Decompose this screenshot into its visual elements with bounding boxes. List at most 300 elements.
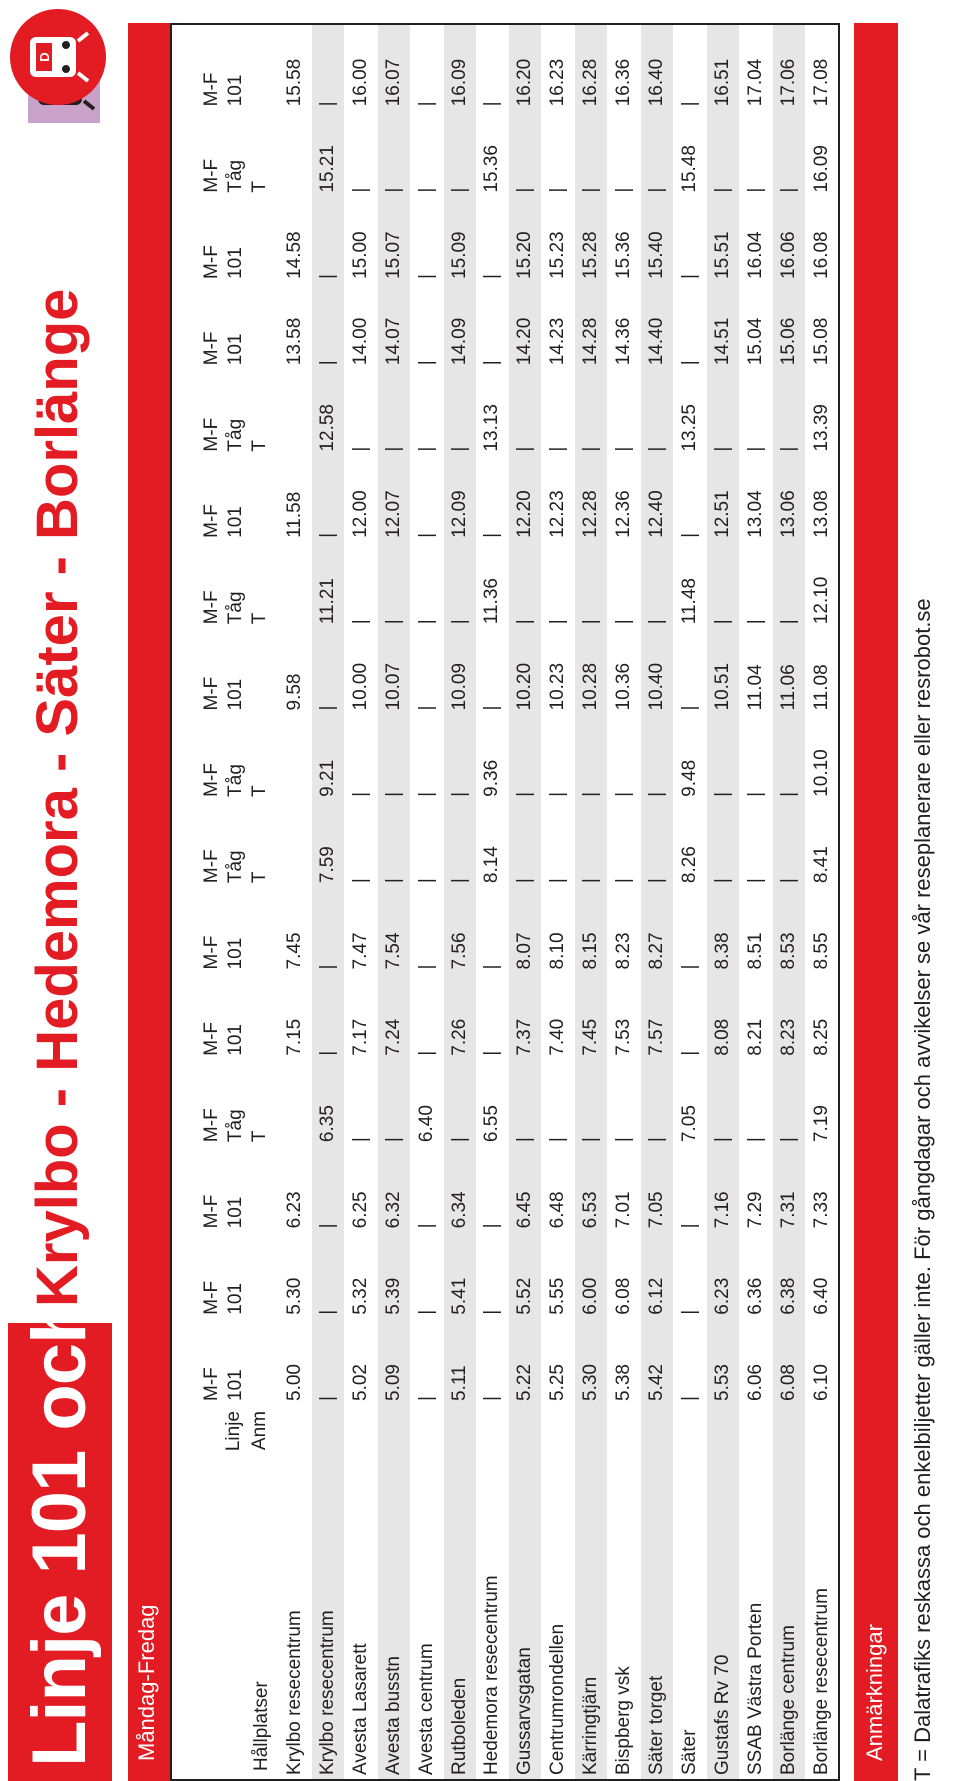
time-cell <box>279 715 312 801</box>
stop-name: Säter <box>674 1405 707 1780</box>
time-cell: | <box>311 1146 344 1232</box>
time-cell: 7.59 <box>311 801 344 887</box>
time-cell: 8.08 <box>706 973 739 1059</box>
time-cell: | <box>410 973 443 1059</box>
time-cell: 8.26 <box>674 801 707 887</box>
time-cell: | <box>311 973 344 1059</box>
column-header <box>171 456 279 542</box>
time-cell: | <box>476 1232 509 1318</box>
time-cell: 7.57 <box>641 973 674 1059</box>
time-cell: 15.51 <box>706 197 739 283</box>
time-cell: | <box>509 1060 542 1146</box>
stop-name: Krylbo resecentrum <box>311 1405 344 1780</box>
time-cell: 8.23 <box>772 973 805 1059</box>
time-cell: 15.20 <box>509 197 542 283</box>
stop-name: Avesta centrum <box>410 1405 443 1780</box>
column-header-line: 101 <box>225 937 246 970</box>
column-header-anm <box>248 1146 272 1228</box>
time-cell: 14.09 <box>443 283 476 369</box>
time-cell: 15.21 <box>311 110 344 196</box>
column-header <box>171 887 279 973</box>
time-cell: | <box>772 542 805 628</box>
time-cell: 8.25 <box>805 973 839 1059</box>
time-cell: | <box>641 542 674 628</box>
page-title: Linje 101 och Tåg <box>17 1146 102 1767</box>
time-cell: 6.34 <box>443 1146 476 1232</box>
time-cell: 5.09 <box>377 1319 410 1405</box>
time-cell: 14.28 <box>575 283 608 369</box>
stop-name: Avesta busstn <box>377 1405 410 1780</box>
stop-name: Avesta Lasarett <box>344 1405 377 1780</box>
column-header-days: M-F <box>201 1021 222 1056</box>
time-cell: | <box>706 542 739 628</box>
column-header-days: M-F <box>201 245 222 279</box>
column-header-days: M-F <box>201 504 222 538</box>
time-cell: | <box>772 801 805 887</box>
time-cell: 14.23 <box>542 283 575 369</box>
time-cell: | <box>410 715 443 801</box>
time-cell: 15.48 <box>674 110 707 196</box>
column-header-anm <box>248 1319 272 1401</box>
time-cell: | <box>410 283 443 369</box>
time-cell: | <box>739 369 772 455</box>
time-cell: | <box>739 542 772 628</box>
time-cell: | <box>509 542 542 628</box>
time-cell: | <box>443 715 476 801</box>
column-header-anm <box>248 1232 272 1314</box>
time-cell: 7.17 <box>344 973 377 1059</box>
time-cell: 14.51 <box>706 283 739 369</box>
column-header-anm: T <box>249 439 270 452</box>
time-cell: 15.28 <box>575 197 608 283</box>
column-header <box>171 715 279 801</box>
time-cell: 8.27 <box>641 887 674 973</box>
days-label: Måndag-Fredag <box>134 1604 159 1761</box>
time-cell: 5.00 <box>279 1319 312 1405</box>
time-cell: 7.56 <box>443 887 476 973</box>
table-row <box>443 24 476 1780</box>
time-cell: 5.55 <box>542 1232 575 1318</box>
time-cell: | <box>542 715 575 801</box>
stop-name: Kärringtjärn <box>575 1405 608 1780</box>
days-banner <box>128 23 170 1781</box>
column-header-days: M-F <box>201 1194 222 1229</box>
time-cell: 5.02 <box>344 1319 377 1405</box>
time-cell: 13.58 <box>279 283 312 369</box>
column-header-anm: T <box>249 181 270 193</box>
time-cell: | <box>410 542 443 628</box>
stop-name: Bispberg vsk <box>608 1405 641 1780</box>
column-header-line: Tåg <box>225 418 246 452</box>
time-cell: 5.39 <box>377 1232 410 1318</box>
time-cell: | <box>410 110 443 196</box>
time-cell: | <box>542 1060 575 1146</box>
time-cell <box>279 1060 312 1146</box>
time-cell: | <box>772 1060 805 1146</box>
time-cell: 9.36 <box>476 715 509 801</box>
table-row <box>410 24 443 1780</box>
time-cell: | <box>772 110 805 196</box>
time-cell: 15.40 <box>641 197 674 283</box>
time-cell: 11.36 <box>476 542 509 628</box>
column-header-days: M-F <box>201 849 222 884</box>
time-cell: | <box>674 887 707 973</box>
time-cell: | <box>641 715 674 801</box>
time-cell: | <box>739 1060 772 1146</box>
time-cell: | <box>410 1232 443 1318</box>
time-cell: | <box>443 801 476 887</box>
time-cell: 12.40 <box>641 456 674 542</box>
time-cell: 7.01 <box>608 1146 641 1232</box>
time-cell: 12.36 <box>608 456 641 542</box>
stop-name: Centrumrondellen <box>542 1405 575 1780</box>
time-cell: 13.25 <box>674 369 707 455</box>
time-cell: 6.08 <box>772 1319 805 1405</box>
time-cell: 5.11 <box>443 1319 476 1405</box>
stop-name: Gustafs Rv 70 <box>706 1405 739 1780</box>
time-cell: 16.20 <box>509 24 542 110</box>
column-header-days: M-F <box>201 331 222 366</box>
time-cell: 7.26 <box>443 973 476 1059</box>
time-cell: | <box>344 369 377 455</box>
column-header <box>171 1146 279 1232</box>
time-cell: 12.20 <box>509 456 542 542</box>
time-cell: | <box>311 283 344 369</box>
time-cell: 16.07 <box>377 24 410 110</box>
time-cell: 6.08 <box>608 1232 641 1318</box>
time-cell: | <box>344 715 377 801</box>
column-header-line: 101 <box>225 1369 246 1401</box>
time-cell <box>279 542 312 628</box>
time-cell <box>279 801 312 887</box>
time-cell: 10.40 <box>641 628 674 714</box>
column-header-line: 101 <box>225 1282 246 1315</box>
time-cell: 14.00 <box>344 283 377 369</box>
time-cell: 11.08 <box>805 628 839 714</box>
time-cell: 8.53 <box>772 887 805 973</box>
time-cell: 8.21 <box>739 973 772 1059</box>
time-cell: | <box>476 1319 509 1405</box>
time-cell: 13.39 <box>805 369 839 455</box>
stop-name: SSAB Västra Porten <box>739 1405 772 1780</box>
time-cell: 11.48 <box>674 542 707 628</box>
stop-name: Hedemora resecentrum <box>476 1405 509 1780</box>
time-cell: 10.36 <box>608 628 641 714</box>
time-cell: 6.25 <box>344 1146 377 1232</box>
table-row <box>575 24 608 1780</box>
column-header-anm: T <box>249 871 270 884</box>
time-cell: 13.06 <box>772 456 805 542</box>
column-header <box>171 197 279 283</box>
table-row <box>476 24 509 1780</box>
time-cell: 17.06 <box>772 24 805 110</box>
table-row <box>377 24 410 1780</box>
column-header <box>171 1232 279 1318</box>
time-cell: 6.32 <box>377 1146 410 1232</box>
time-cell: | <box>377 801 410 887</box>
time-cell: | <box>311 1232 344 1318</box>
time-cell: | <box>311 1319 344 1405</box>
time-cell: 6.48 <box>542 1146 575 1232</box>
time-cell: 16.23 <box>542 24 575 110</box>
time-cell: 10.28 <box>575 628 608 714</box>
route-title: Krylbo - Hedemora - Säter - Borlänge <box>25 288 90 1307</box>
badge-icon-letter: D <box>37 52 52 62</box>
table-row <box>279 24 312 1780</box>
time-cell: | <box>608 715 641 801</box>
column-header-days: M-F <box>201 1367 222 1401</box>
table-row <box>608 24 641 1780</box>
remarks-banner <box>854 23 898 1781</box>
column-header <box>171 1319 279 1405</box>
table-row <box>772 24 805 1780</box>
time-cell: 15.07 <box>377 197 410 283</box>
time-cell: 6.10 <box>805 1319 839 1405</box>
stop-name: Borlänge centrum <box>772 1405 805 1780</box>
column-header-anm: T <box>249 1130 270 1143</box>
column-header <box>171 369 279 455</box>
time-cell: 5.22 <box>509 1319 542 1405</box>
time-cell: 11.06 <box>772 628 805 714</box>
time-cell <box>279 110 312 196</box>
time-cell: 7.45 <box>279 887 312 973</box>
time-cell: 7.47 <box>344 887 377 973</box>
time-cell: | <box>344 110 377 196</box>
column-header-anm <box>248 887 272 969</box>
time-cell: 6.40 <box>410 1060 443 1146</box>
time-cell: | <box>443 110 476 196</box>
time-cell: 12.00 <box>344 456 377 542</box>
time-cell: 15.06 <box>772 283 805 369</box>
column-header-anm <box>248 628 272 710</box>
table-row <box>739 24 772 1780</box>
time-cell: 5.30 <box>279 1232 312 1318</box>
time-cell: 15.00 <box>344 197 377 283</box>
time-cell: | <box>608 542 641 628</box>
time-cell: 6.12 <box>641 1232 674 1318</box>
column-header-line: 101 <box>225 333 246 366</box>
time-cell: 12.10 <box>805 542 839 628</box>
time-cell: | <box>706 1060 739 1146</box>
time-cell: 14.20 <box>509 283 542 369</box>
time-cell: 8.38 <box>706 887 739 973</box>
time-cell: 6.55 <box>476 1060 509 1146</box>
column-header <box>171 801 279 887</box>
table-row <box>344 24 377 1780</box>
time-cell: | <box>575 801 608 887</box>
time-cell: | <box>410 369 443 455</box>
time-cell: | <box>542 542 575 628</box>
time-cell: 12.23 <box>542 456 575 542</box>
time-cell: | <box>443 369 476 455</box>
time-cell: | <box>772 715 805 801</box>
time-cell: | <box>377 110 410 196</box>
column-header-line: 101 <box>225 247 246 279</box>
time-cell: 13.04 <box>739 456 772 542</box>
time-cell: 6.23 <box>706 1232 739 1318</box>
time-cell: 12.58 <box>311 369 344 455</box>
time-cell: 7.53 <box>608 973 641 1059</box>
time-cell: 8.14 <box>476 801 509 887</box>
time-cell: 6.23 <box>279 1146 312 1232</box>
time-cell: 16.40 <box>641 24 674 110</box>
time-cell: 16.00 <box>344 24 377 110</box>
time-cell: 8.51 <box>739 887 772 973</box>
time-cell: 11.58 <box>279 456 312 542</box>
stop-name: Borlänge resecentrum <box>805 1405 839 1780</box>
title-banner <box>8 1146 112 1781</box>
time-cell: 6.45 <box>509 1146 542 1232</box>
column-header-line: Tåg <box>225 591 246 625</box>
time-cell: | <box>410 197 443 283</box>
time-cell: | <box>410 456 443 542</box>
time-cell: 8.23 <box>608 887 641 973</box>
time-cell: 7.45 <box>575 973 608 1059</box>
column-header-days: M-F <box>201 158 222 193</box>
time-cell: | <box>674 197 707 283</box>
time-cell: | <box>706 369 739 455</box>
time-cell: 16.28 <box>575 24 608 110</box>
time-cell: 7.15 <box>279 973 312 1059</box>
time-cell: 16.04 <box>739 197 772 283</box>
time-cell: 13.13 <box>476 369 509 455</box>
time-cell: 8.15 <box>575 887 608 973</box>
column-header-days: M-F <box>201 763 222 797</box>
time-cell: | <box>674 973 707 1059</box>
time-cell: | <box>410 887 443 973</box>
column-header-anm: T <box>249 612 270 625</box>
time-cell: 17.08 <box>805 24 839 110</box>
time-cell: | <box>311 197 344 283</box>
table-row <box>706 24 739 1780</box>
time-cell: 6.40 <box>805 1232 839 1318</box>
remarks-label: Anmärkningar <box>862 1624 887 1761</box>
footnote: T = Dalatrafiks reskassa och enkelbiljetter gäller inte. För gångdagar och avvikelser se vår reseplanerare eller resrobot.se <box>910 598 935 1781</box>
linje-label: Linje <box>223 1411 244 1452</box>
time-cell: 16.08 <box>805 197 839 283</box>
column-header-line: 101 <box>225 1196 246 1229</box>
time-cell: | <box>641 110 674 196</box>
time-cell: 14.58 <box>279 197 312 283</box>
column-header <box>171 24 279 110</box>
time-cell: 6.00 <box>575 1232 608 1318</box>
time-cell: 8.10 <box>542 887 575 973</box>
table-row <box>641 24 674 1780</box>
time-cell: 15.23 <box>542 197 575 283</box>
time-cell: | <box>674 628 707 714</box>
time-cell: | <box>476 197 509 283</box>
time-cell: | <box>575 369 608 455</box>
time-cell: 17.04 <box>739 24 772 110</box>
time-cell: 6.38 <box>772 1232 805 1318</box>
time-cell: | <box>608 369 641 455</box>
time-cell: 12.07 <box>377 456 410 542</box>
column-header <box>171 542 279 628</box>
column-header-line: 101 <box>225 1024 246 1056</box>
table-row <box>674 24 707 1780</box>
time-cell: | <box>509 110 542 196</box>
time-cell: | <box>509 715 542 801</box>
timetable <box>170 23 840 1781</box>
time-cell: | <box>410 24 443 110</box>
time-cell: 15.36 <box>476 110 509 196</box>
time-cell: 7.05 <box>641 1146 674 1232</box>
time-cell: 14.40 <box>641 283 674 369</box>
time-cell: | <box>377 715 410 801</box>
time-cell: 12.09 <box>443 456 476 542</box>
time-cell: | <box>542 110 575 196</box>
time-cell: 10.09 <box>443 628 476 714</box>
time-cell: 9.21 <box>311 715 344 801</box>
time-cell: | <box>575 542 608 628</box>
time-cell: 5.38 <box>608 1319 641 1405</box>
stop-name: Säter torget <box>641 1405 674 1780</box>
time-cell: 16.09 <box>443 24 476 110</box>
time-cell: | <box>706 801 739 887</box>
time-cell: | <box>476 1146 509 1232</box>
time-cell: 8.07 <box>509 887 542 973</box>
time-cell: | <box>410 1146 443 1232</box>
time-cell: | <box>674 1232 707 1318</box>
column-header-days: M-F <box>201 1280 222 1315</box>
column-header-days: M-F <box>201 590 222 625</box>
time-cell: | <box>739 110 772 196</box>
time-cell: 12.28 <box>575 456 608 542</box>
time-cell: | <box>311 456 344 542</box>
time-cell: | <box>575 110 608 196</box>
time-cell: | <box>674 24 707 110</box>
time-cell: 5.52 <box>509 1232 542 1318</box>
time-cell: | <box>674 456 707 542</box>
time-cell: 16.51 <box>706 24 739 110</box>
time-cell: | <box>476 628 509 714</box>
time-cell: 14.36 <box>608 283 641 369</box>
time-cell: | <box>344 542 377 628</box>
column-header <box>171 973 279 1059</box>
time-cell: | <box>641 1060 674 1146</box>
time-cell: 11.04 <box>739 628 772 714</box>
time-cell: | <box>674 283 707 369</box>
time-cell: 9.48 <box>674 715 707 801</box>
stop-header-cell <box>171 1405 279 1780</box>
time-cell: | <box>772 369 805 455</box>
time-cell: | <box>739 801 772 887</box>
time-cell: | <box>575 1060 608 1146</box>
anm-label: Anm <box>249 1411 270 1451</box>
time-cell: | <box>410 628 443 714</box>
table-row <box>542 24 575 1780</box>
time-cell: | <box>641 369 674 455</box>
time-cell: | <box>377 1060 410 1146</box>
stop-header: Hållplatser <box>251 1681 272 1771</box>
time-cell: | <box>476 283 509 369</box>
time-cell: 5.41 <box>443 1232 476 1318</box>
column-header-line: Tåg <box>225 1109 246 1143</box>
table-row <box>805 24 839 1780</box>
time-cell: 16.06 <box>772 197 805 283</box>
time-cell: 7.05 <box>674 1060 707 1146</box>
time-cell: | <box>344 801 377 887</box>
time-cell: 5.32 <box>344 1232 377 1318</box>
time-cell: 7.31 <box>772 1146 805 1232</box>
stop-name: Rutboleden <box>443 1405 476 1780</box>
column-header-line: 101 <box>225 506 246 538</box>
column-header-days: M-F <box>201 72 222 107</box>
time-cell: 15.04 <box>739 283 772 369</box>
time-cell: 15.09 <box>443 197 476 283</box>
time-cell: 6.35 <box>311 1060 344 1146</box>
stop-name: Gussarvsgatan <box>509 1405 542 1780</box>
